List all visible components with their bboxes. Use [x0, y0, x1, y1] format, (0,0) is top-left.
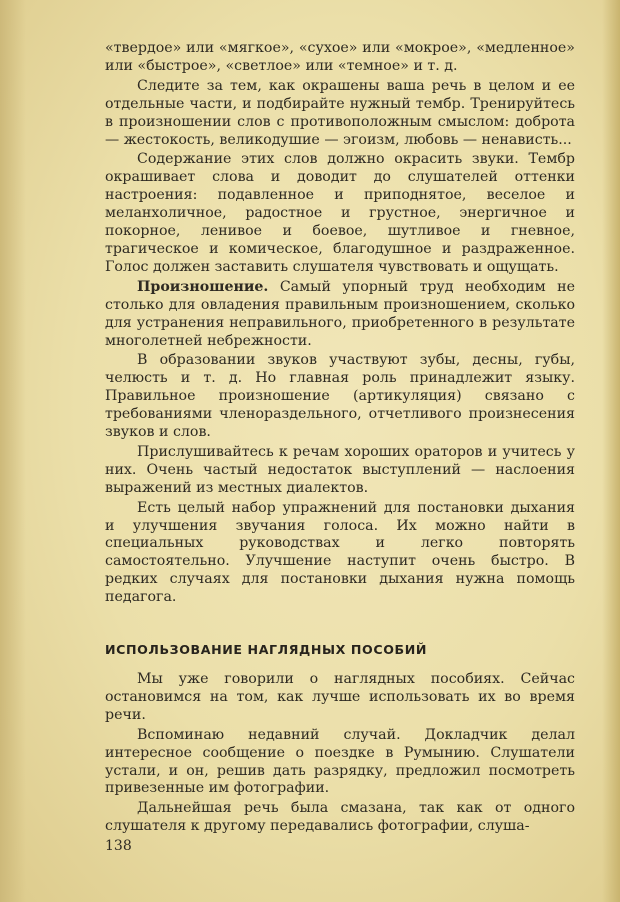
- paragraph: Следите за тем, как окрашены ваша речь в целом и ее отдельные части, и подбирайте нужный тембр. Тренируйтесь в произношении слов с противоположным смыслом: доброта — жестокость, великодушие — эгоизм, любовь — ненависть...: [105, 77, 575, 148]
- page-number: 138: [105, 838, 132, 854]
- section-heading: ИСПОЛЬЗОВАНИЕ НАГЛЯДНЫХ ПОСОБИЙ: [105, 642, 427, 658]
- paragraph: В образовании звуков участвуют зубы, десны, губы, челюсть и т. д. Но главная роль принадлежит языку. Правильное произношение (артикуляция) связано с требованиями членораздельного, отчетливого произнесения звуков и слов.: [105, 352, 575, 441]
- paragraph: Содержание этих слов должно окрасить звуки. Тембр окрашивает слова и доводит до слушателей оттенки настроения: подавленное и приподнятое, веселое и меланхоличное, радостное и грустное, энергичное и покорное, ленивое и боевое, шутливое и гневное, трагическое и комическое, благодушное и раздраженное. Голос должен заставить слушателя чувствовать и ощущать.: [105, 151, 575, 275]
- paragraph: «твердое» или «мягкое», «сухое» или «мокрое», «медленное» или «быстрое», «светлое» или «темное» и т. д.: [105, 40, 575, 74]
- paragraph: Прислушивайтесь к речам хороших ораторов и учитесь у них. Очень частый недостаток выступлений — наслоения выражений из местных диалектов.: [105, 443, 575, 496]
- paragraph: Есть целый набор упражнений для постановки дыхания и улучшения звучания голоса. Их можно найти в специальных руководствах и легко повторять самостоятельно. Улучшение наступит очень быстро. В редких случаях для постановки дыхания нужна помощь педагога.: [105, 499, 575, 606]
- paragraph: Мы уже говорили о наглядных пособиях. Сейчас остановимся на том, как лучше использовать их во время речи.: [105, 671, 575, 723]
- paragraph-pronunciation: [105, 279, 575, 351]
- paragraph: Вспоминаю недавний случай. Докладчик делал интересное сообщение о поездке в Румынию. Слушатели устали, и он, решив дать разрядку, предложил посмотреть привезенные им фотографии.: [105, 726, 575, 797]
- page-body: [105, 40, 575, 836]
- paragraph-text: Самый упорный труд необходим не столько для овладения правильным произношением, сколько для устранения неправильного, приобретенного в результате многолетней небрежности.: [105, 278, 575, 349]
- paragraph: Дальнейшая речь была смазана, так как от одного слушателя к другому передавались фотографии, слуша-: [105, 800, 575, 835]
- paragraph-lead-term: Произношение.: [137, 278, 269, 295]
